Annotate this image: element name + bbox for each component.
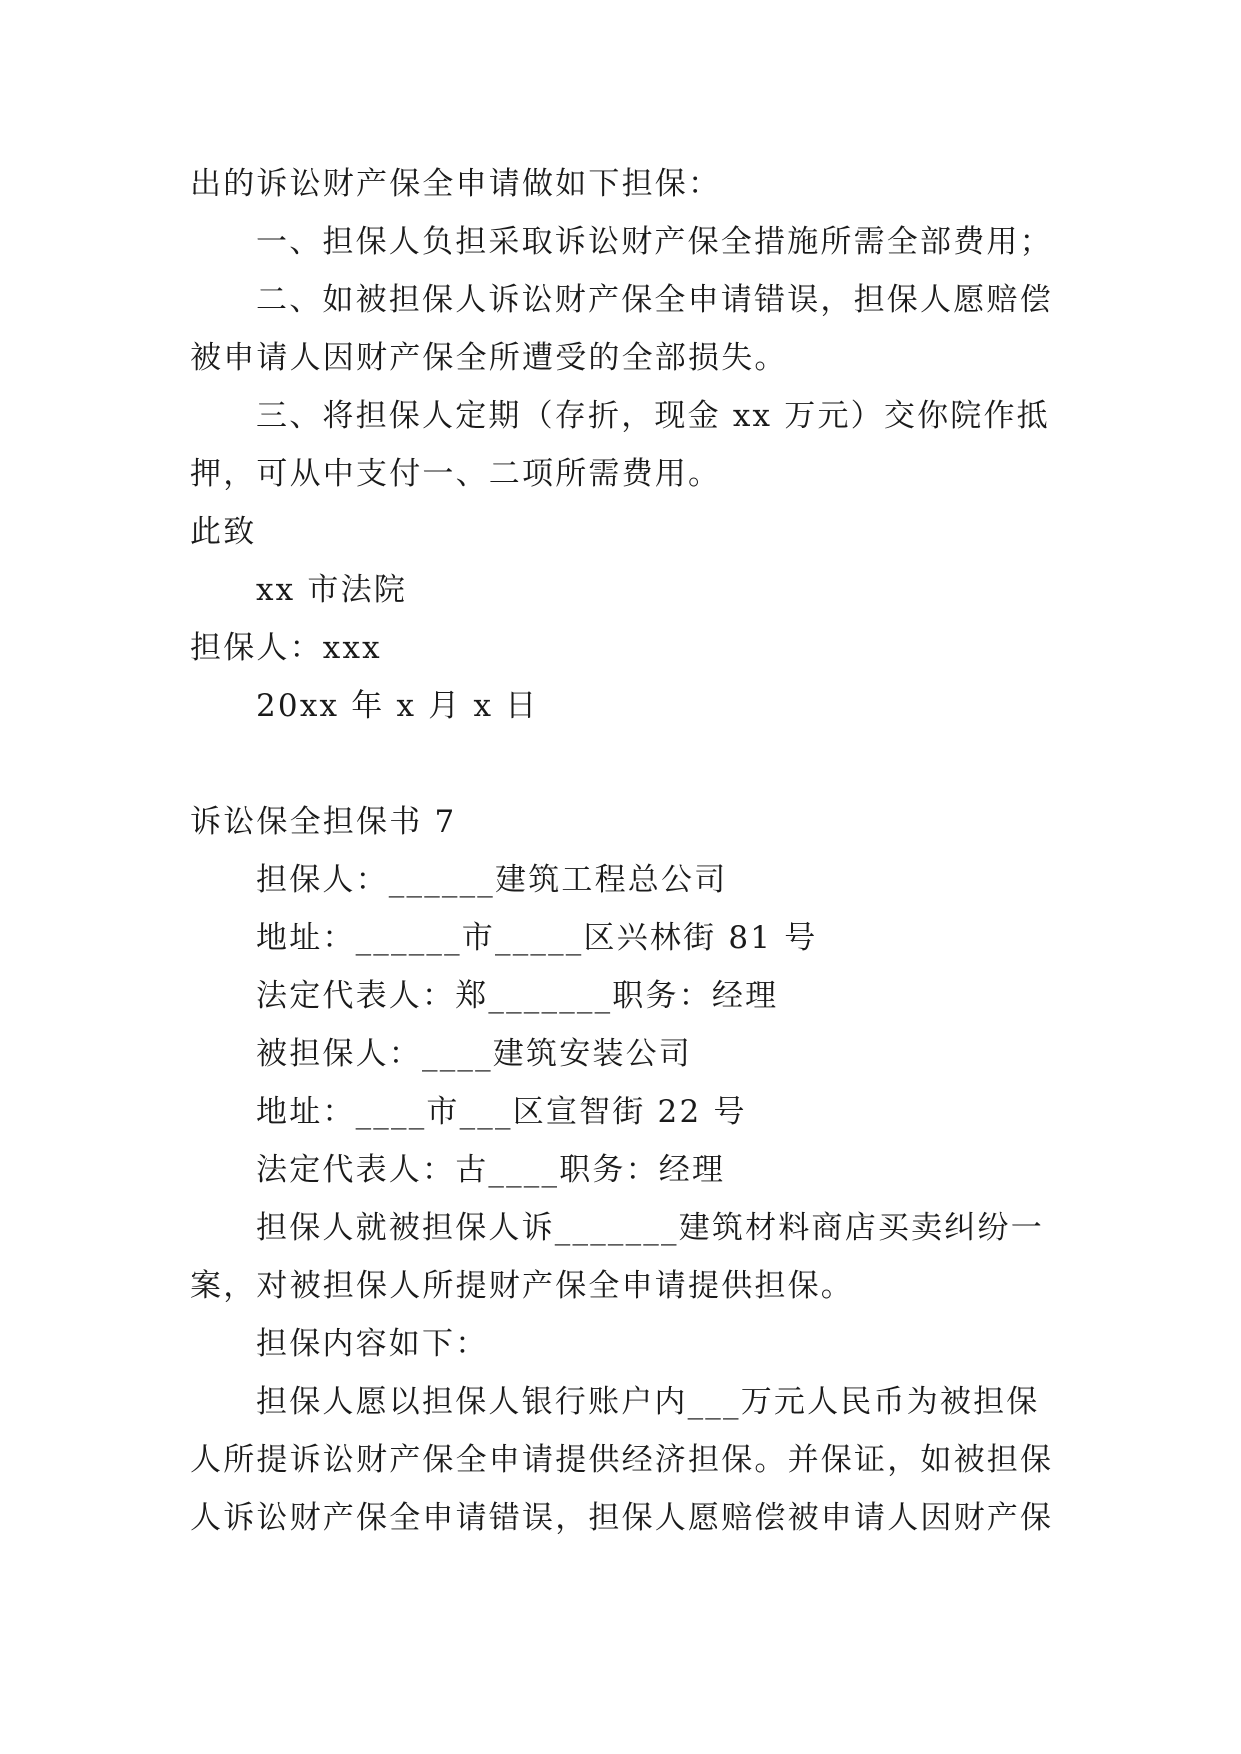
text-line: 押，可从中支付一、二项所需费用。 [190,456,722,492]
guarantor-signature: 担保人：xxx [190,630,382,666]
text-line: 地址：______市_____区兴林街 81 号 [256,920,818,956]
text-line: 人所提诉讼财产保全申请提供经济担保。并保证，如被担保 [190,1442,1054,1478]
text-line: 二、如被担保人诉讼财产保全申请错误，担保人愿赔偿 [256,282,1053,318]
text-line: 一、担保人负担采取诉讼财产保全措施所需全部费用； [256,224,1053,260]
text-line: 被担保人：____建筑安装公司 [256,1036,692,1072]
text-line: 担保人就被担保人诉_______建筑材料商店买卖纠纷一 [256,1210,1044,1246]
text-line: 三、将担保人定期（存折，现金 xx 万元）交你院作抵 [256,398,1050,434]
section-title: 诉讼保全担保书 7 [190,804,457,840]
text-line: 案，对被担保人所提财产保全申请提供担保。 [190,1268,854,1304]
text-line: 法定代表人：郑_______职务：经理 [256,978,779,1014]
text-line: 被申请人因财产保全所遭受的全部损失。 [190,340,788,376]
text-line: 出的诉讼财产保全申请做如下担保： [190,166,722,202]
text-line: 地址：____市___区宣智街 22 号 [256,1094,747,1130]
text-line: 担保人愿以担保人银行账户内___万元人民币为被担保 [256,1384,1040,1420]
recipient: xx 市法院 [256,572,408,608]
date-line: 20xx 年 x 月 x 日 [256,688,539,724]
text-line: 法定代表人：古____职务：经理 [256,1152,726,1188]
text-line: 担保内容如下： [256,1326,489,1362]
closing-salutation: 此致 [190,514,257,550]
text-line: 担保人：______建筑工程总公司 [256,862,728,898]
text-line: 人诉讼财产保全申请错误，担保人愿赔偿被申请人因财产保 [190,1500,1054,1536]
